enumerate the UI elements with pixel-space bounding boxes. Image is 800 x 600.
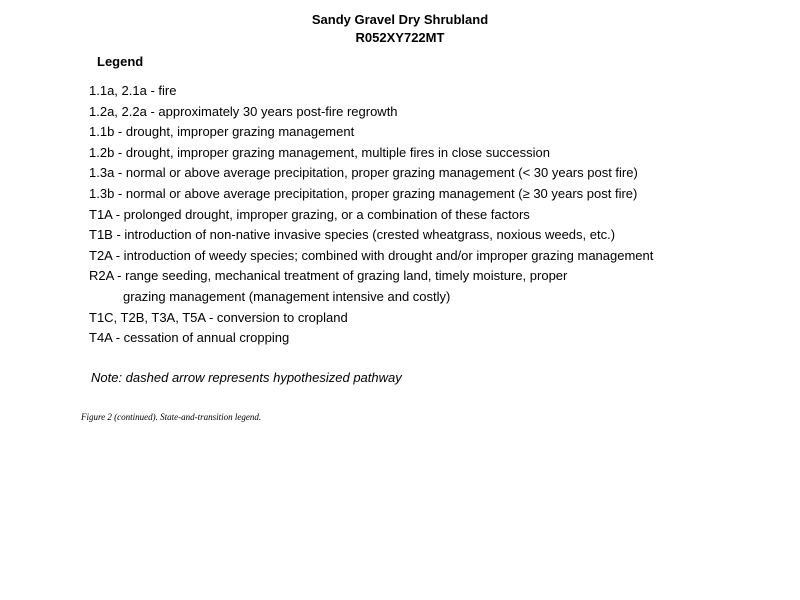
legend-item-text: T1C, T2B, T3A, T5A - conversion to cropland (89, 309, 348, 325)
legend-item (89, 308, 789, 329)
legend-item (89, 143, 789, 164)
legend-item-text: 1.2b - drought, improper grazing management, multiple fires in close succession (89, 144, 551, 160)
legend-item (89, 122, 789, 143)
legend-item (89, 225, 789, 246)
legend-heading: Legend (97, 54, 144, 69)
legend-item (89, 246, 789, 267)
legend-item-text: T2A - introduction of weedy species; combined with drought and/or improper grazing management (89, 247, 654, 263)
legend-item-text: 1.2a, 2.2a - approximately 30 years post-fire regrowth (89, 103, 398, 119)
legend-item-text: 1.3b - normal or above average precipitation, proper grazing management (≥ 30 years post fire) (89, 185, 638, 201)
document-title: Sandy Gravel Dry Shrubland (311, 12, 489, 27)
legend-item (89, 266, 789, 307)
legend-item (89, 102, 789, 123)
legend-item (89, 184, 789, 205)
ecological-site-id: R052XY722MT (355, 30, 445, 45)
pathway-note: Note: dashed arrow represents hypothesized pathway (91, 370, 402, 385)
legend-item-text: 1.1a, 2.1a - fire (89, 83, 177, 98)
figure-caption: Figure 2 (continued). State-and-transition legend. (81, 412, 262, 422)
legend-list (89, 81, 789, 349)
legend-item (89, 81, 789, 102)
legend-item-continuation: grazing management (management intensive and costly) (123, 288, 451, 304)
legend-item-text: T4A - cessation of annual cropping (89, 330, 290, 346)
legend-item-text: R2A - range seeding, mechanical treatment of grazing land, timely moisture, proper (89, 268, 568, 284)
legend-item-text: T1A - prolonged drought, improper grazing, or a combination of these factors (89, 206, 530, 222)
legend-item-text: 1.3a - normal or above average precipitation, proper grazing management (< 30 years post fire) (89, 165, 638, 181)
legend-item (89, 328, 789, 349)
legend-item-text: 1.1b - drought, improper grazing management (89, 124, 355, 140)
legend-item-text: T1B - introduction of non-native invasive species (crested wheatgrass, noxious weeds, etc.) (89, 227, 616, 243)
legend-item (89, 163, 789, 184)
legend-item (89, 205, 789, 226)
